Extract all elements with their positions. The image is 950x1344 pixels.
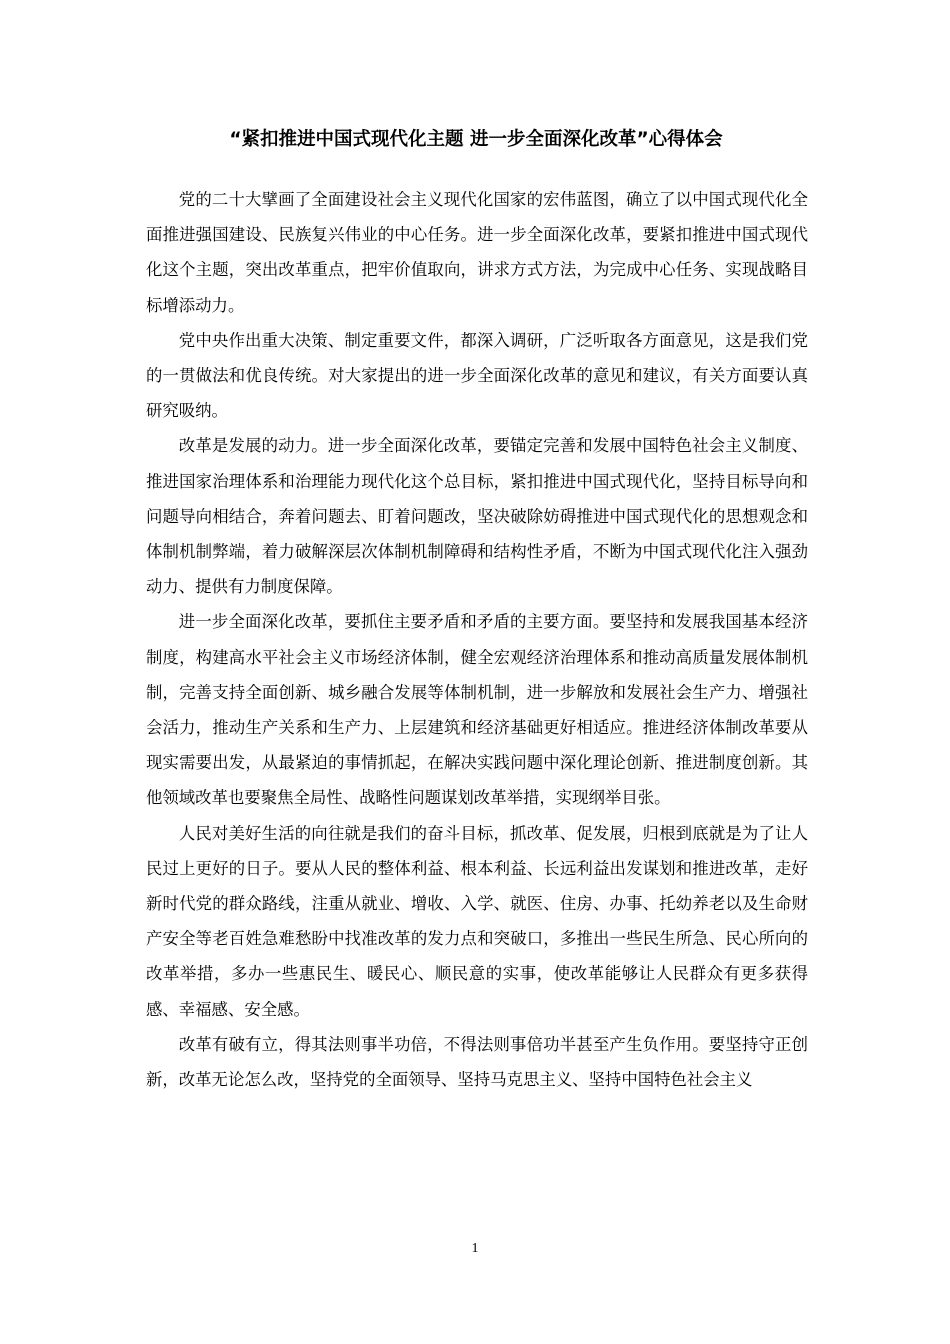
paragraph-6: 改革有破有立，得其法则事半功倍，不得法则事倍功半甚至产生负作用。要坚持守正创新，改革无论怎么改，坚持党的全面领导、坚持马克思主义、坚持中国特色社会主义 bbox=[146, 1034, 808, 1090]
paragraph-2: 党中央作出重大决策、制定重要文件，都深入调研，广泛听取各方面意见，这是我们党的一贯做法和优良传统。对大家提出的进一步全面深化改革的意见和建议，有关方面要认真研究吸纳。 bbox=[146, 330, 808, 421]
document-title: “紧扣推进中国式现代化主题 进一步全面深化改革”心得体会 bbox=[229, 129, 723, 150]
document-body bbox=[146, 182, 808, 1097]
page-number: 1 bbox=[471, 1241, 479, 1256]
paragraph-3: 改革是发展的动力。进一步全面深化改革，要锚定完善和发展中国特色社会主义制度、推进国家治理体系和治理能力现代化这个总目标，紧扣推进中国式现代化，坚持目标导向和问题导向相结合，奔着问题去、盯着问题改，坚决破除妨碍推进中国式现代化的思想观念和体制机制弊端，着力破解深层次体制机制障碍和结构性矛盾，不断为中国式现代化注入强劲动力、提供有力制度保障。 bbox=[146, 436, 808, 597]
paragraph-4: 进一步全面深化改革，要抓住主要矛盾和矛盾的主要方面。要坚持和发展我国基本经济制度，构建高水平社会主义市场经济体制，健全宏观经济治理体系和推动高质量发展体制机制，完善支持全面创新、城乡融合发展等体制机制，进一步解放和发展社会生产力、增强社会活力，推动生产关系和生产力、上层建筑和经济基础更好相适应。推进经济体制改革要从现实需要出发，从最紧迫的事情抓起，在解决实践问题中深化理论创新、推进制度创新。其他领域改革也要聚焦全局性、战略性问题谋划改革举措，实现纲举目张。 bbox=[146, 612, 808, 808]
paragraph-1: 党的二十大擘画了全面建设社会主义现代化国家的宏伟蓝图，确立了以中国式现代化全面推进强国建设、民族复兴伟业的中心任务。进一步全面深化改革，要紧扣推进中国式现代化这个主题，突出改革重点，把牢价值取向，讲求方式方法，为完成中心任务、实现战略目标增添动力。 bbox=[146, 190, 808, 315]
paragraph-5: 人民对美好生活的向往就是我们的奋斗目标，抓改革、促发展，归根到底就是为了让人民过上更好的日子。要从人民的整体利益、根本利益、长远利益出发谋划和推进改革，走好新时代党的群众路线，注重从就业、增收、入学、就医、住房、办事、托幼养老以及生命财产安全等老百姓急难愁盼中找准改革的发力点和突破口，多推出一些民生所急、民心所向的改革举措，多办一些惠民生、暖民心、顺民意的实事，使改革能够让人民群众有更多获得感、幸福感、安全感。 bbox=[146, 823, 808, 1019]
